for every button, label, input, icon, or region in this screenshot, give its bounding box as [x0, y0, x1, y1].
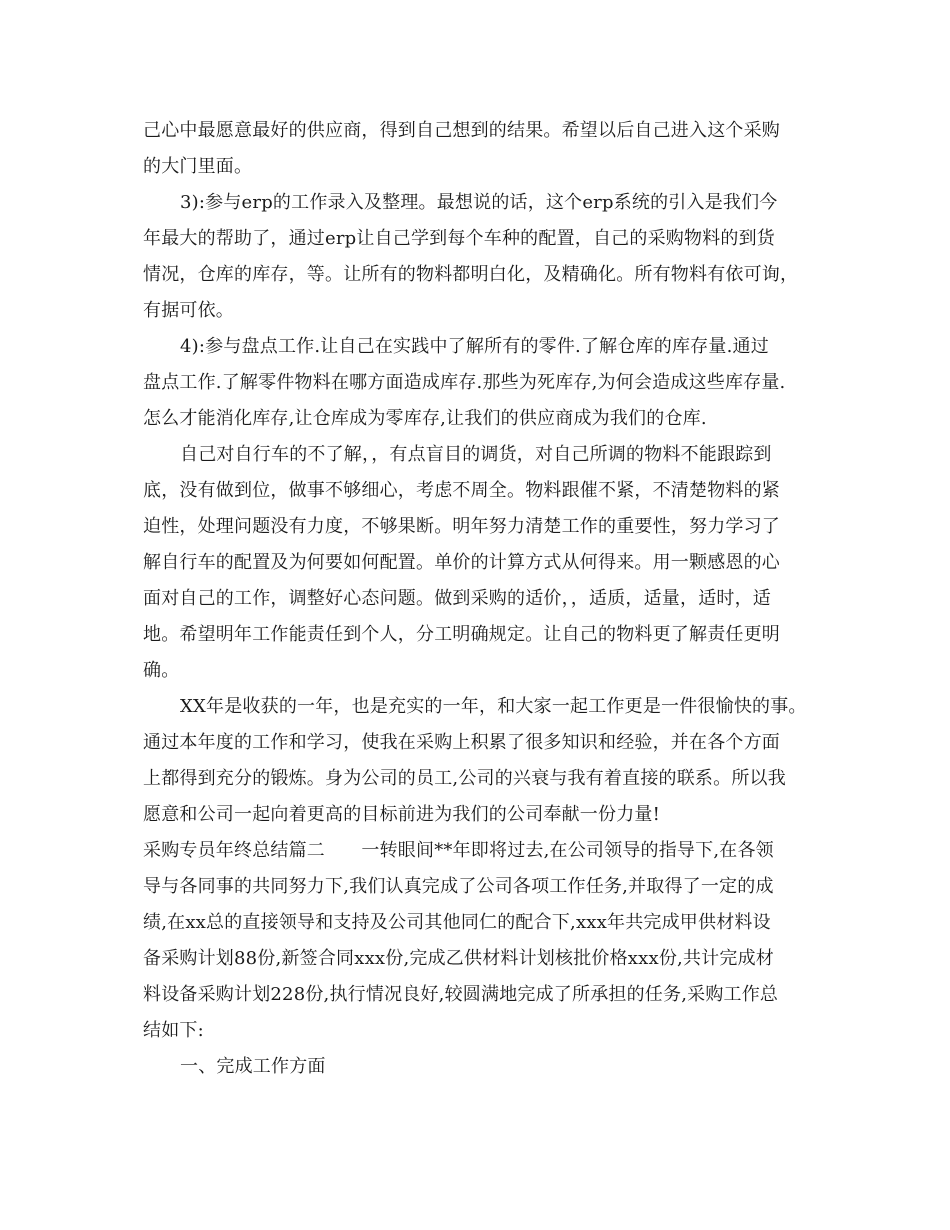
- text-line: 迫性，处理问题没有力度，不够果断。明年努力清楚工作的重要性，努力学习了: [143, 516, 780, 537]
- text-line: 地。希望明年工作能责任到个人，分工明确规定。让自己的物料更了解责任更明: [143, 624, 780, 645]
- document-body: [143, 113, 811, 1085]
- text-line: 上都得到充分的锻炼。身为公司的员工,公司的兴衰与我有着直接的联系。所以我: [143, 768, 786, 789]
- text-line: 解自行车的配置及为何要如何配置。单价的计算方式从何得来。用一颗感恩的心: [143, 552, 780, 573]
- text-line: 采购专员年终总结篇二 一转眼间**年即将过去,在公司领导的指导下,在各领: [143, 840, 774, 861]
- text-line: 怎么才能消化库存,让仓库成为零库存,让我们的供应商成为我们的仓库.: [143, 408, 707, 429]
- text-line: 一、完成工作方面: [180, 1056, 326, 1077]
- text-line: 备采购计划88份,新签合同xxx份,完成乙供材料计划核批价格xxx份,共计完成材: [143, 948, 774, 969]
- text-line: 年最大的帮助了，通过erp让自己学到每个车种的配置，自己的采购物料的到货: [143, 228, 775, 249]
- text-line: 情况，仓库的库存，等。让所有的物料都明白化，及精确化。所有物料有依可询，: [143, 264, 799, 285]
- text-line: XX年是收获的一年，也是充实的一年，和大家一起工作更是一件很愉快的事。: [180, 696, 807, 717]
- text-line: 结如下:: [143, 1020, 204, 1041]
- text-line: 的大门里面。: [143, 156, 253, 177]
- text-line: 绩,在xx总的直接领导和支持及公司其他同仁的配合下,xxx年共完成甲供材料设: [143, 912, 771, 933]
- text-line: 4):参与盘点工作.让自己在实践中了解所有的零件.了解仓库的库存量.通过: [180, 336, 769, 357]
- text-line: 己心中最愿意最好的供应商，得到自己想到的结果。希望以后自己进入这个采购: [143, 120, 780, 141]
- text-line: 确。: [143, 660, 180, 681]
- text-line: 愿意和公司一起向着更高的目标前进为我们的公司奉献一份力量!: [143, 804, 661, 825]
- text-line: 底，没有做到位，做事不够细心，考虑不周全。物料跟催不紧，不清楚物料的紧: [143, 480, 780, 501]
- text-line: 面对自己的工作，调整好心态问题。做到采购的适价，，适质，适量，适时，适: [143, 588, 771, 609]
- text-line: 盘点工作.了解零件物料在哪方面造成库存.那些为死库存,为何会造成这些库存量.: [143, 372, 786, 393]
- text-line: 导与各同事的共同努力下,我们认真完成了公司各项工作任务,并取得了一定的成: [143, 876, 774, 897]
- text-line: 有据可依。: [143, 300, 234, 321]
- text-line: 自己对自行车的不了解，，有点盲目的调货，对自己所调的物料不能跟踪到: [180, 444, 772, 465]
- text-line: 料设备采购计划228份,执行情况良好,较圆满地完成了所承担的任务,采购工作总: [143, 984, 779, 1005]
- text-line: 通过本年度的工作和学习，使我在采购上积累了很多知识和经验，并在各个方面: [143, 732, 780, 753]
- text-line: 3):参与erp的工作录入及整理。最想说的话，这个erp系统的引入是我们今: [180, 192, 778, 213]
